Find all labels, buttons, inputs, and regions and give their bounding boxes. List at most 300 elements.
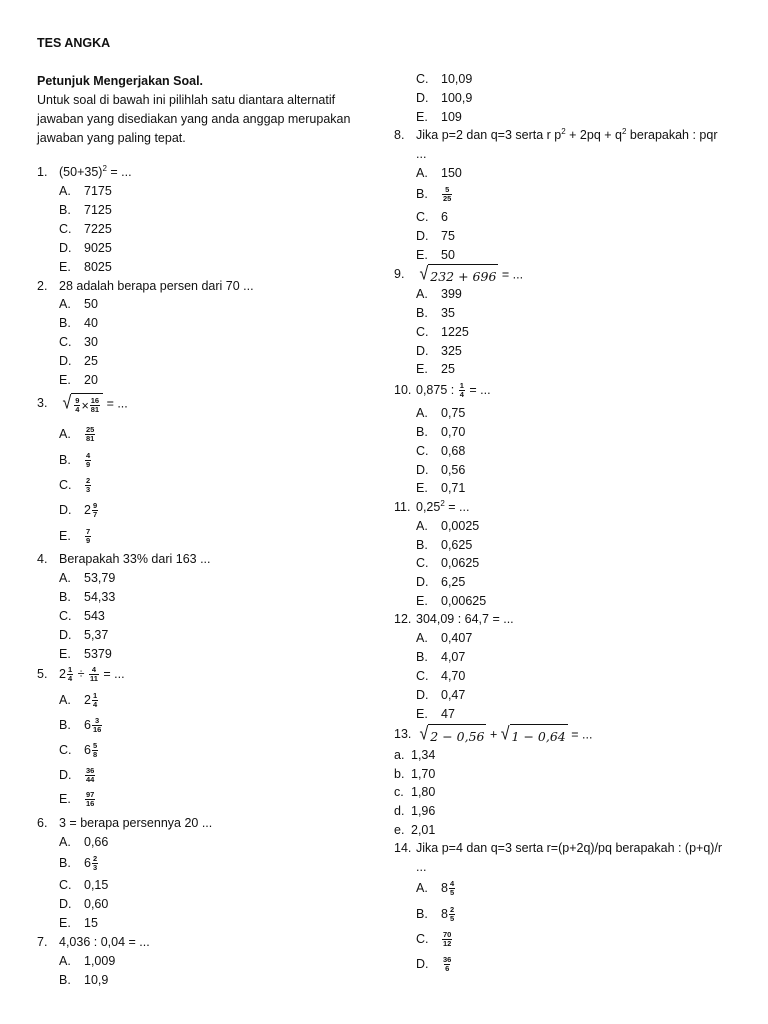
square-root	[501, 724, 568, 746]
fraction	[85, 426, 95, 443]
option-value: 0,56	[441, 463, 466, 477]
instructions-line: Untuk soal di bawah ini pilihlah satu diantara alternatif	[37, 93, 336, 107]
option-value: 0,75	[441, 406, 466, 420]
option-letter: C.	[416, 325, 429, 339]
option-value: 0,0025	[441, 519, 480, 533]
whole-number: 6	[84, 742, 91, 757]
option-letter: D.	[416, 344, 429, 358]
option-letter: D.	[59, 354, 72, 368]
option-letter: C.	[59, 609, 72, 623]
option[interactable]	[416, 594, 486, 608]
numerator: 4	[91, 665, 97, 674]
option-value: 7175	[84, 184, 112, 198]
fraction	[449, 906, 455, 923]
option-value: 50	[441, 248, 455, 262]
option-letter: B.	[59, 717, 71, 732]
numerator: 97	[86, 790, 95, 799]
option-letter: B.	[59, 973, 71, 987]
fraction	[89, 666, 99, 683]
question-continuation: ...	[416, 860, 427, 874]
option-value: 10,09	[441, 72, 473, 86]
fraction	[85, 528, 91, 545]
option-value: 6,25	[441, 575, 466, 589]
fraction	[449, 880, 455, 897]
option[interactable]	[59, 590, 115, 604]
option[interactable]	[416, 538, 472, 552]
denominator: 16	[86, 799, 95, 808]
option-value: 1,80	[411, 785, 436, 799]
option-value: 47	[441, 707, 455, 721]
option-letter: A.	[59, 297, 71, 311]
numerator: 70	[443, 930, 452, 939]
option[interactable]	[416, 406, 465, 420]
radical-sign: √	[62, 393, 72, 414]
option-letter: B.	[416, 306, 428, 320]
radicand: 232 + 696	[428, 264, 498, 286]
option-value: 0,47	[441, 688, 466, 702]
option-value: 35	[441, 306, 455, 320]
fraction	[74, 397, 80, 414]
option-letter: e.	[394, 823, 405, 837]
question-stem: 3 = berapa persennya 20 ...	[59, 816, 213, 830]
option-letter: A.	[59, 692, 71, 707]
radicand	[71, 393, 103, 415]
exponent: 2	[102, 163, 107, 173]
option-letter: E.	[59, 528, 71, 543]
question-number: 1.	[37, 165, 48, 179]
option[interactable]	[59, 426, 96, 443]
question-number: 11.	[394, 500, 411, 514]
option-letter: A.	[416, 880, 428, 895]
option[interactable]	[59, 897, 108, 911]
radical-sign: √	[500, 724, 510, 745]
option[interactable]	[416, 575, 465, 589]
question-tail: = ...	[106, 165, 132, 179]
option-letter: c.	[394, 785, 404, 799]
option-value: 100,9	[441, 91, 473, 105]
option[interactable]	[59, 373, 98, 387]
option[interactable]	[416, 186, 453, 203]
option[interactable]	[416, 688, 465, 702]
square-root	[419, 264, 498, 286]
option[interactable]	[59, 354, 98, 368]
question-2	[37, 279, 254, 293]
numerator: 5	[92, 741, 98, 750]
question-tail: = ...	[99, 666, 125, 681]
option-value: 0,407	[441, 631, 473, 645]
option-letter: a.	[394, 748, 405, 762]
option[interactable]	[59, 609, 105, 623]
option[interactable]	[59, 954, 115, 968]
question-3	[37, 393, 128, 415]
option[interactable]	[416, 556, 479, 570]
option-letter: E.	[416, 248, 428, 262]
option-value: 53,79	[84, 571, 116, 585]
option[interactable]	[416, 425, 465, 439]
numerator: 36	[86, 766, 95, 775]
instructions	[37, 72, 382, 148]
question-number: 13.	[394, 727, 412, 742]
option-letter: E.	[59, 647, 71, 661]
option[interactable]	[416, 306, 455, 320]
option[interactable]	[59, 335, 98, 349]
option-letter: B.	[416, 186, 428, 201]
option-value: 4,70	[441, 669, 466, 683]
option-value: 0,625	[441, 538, 473, 552]
numerator: 9	[92, 501, 98, 510]
denominator: 3	[92, 863, 98, 872]
option-value: 10,9	[84, 973, 109, 987]
instructions-line: jawaban yang disediakan yang anda anggap merupakan	[37, 112, 351, 126]
fraction	[92, 502, 98, 519]
question-tail: = ...	[498, 267, 524, 282]
question-stem: 0,25	[416, 500, 441, 514]
denominator: 3	[86, 485, 91, 494]
question-tail: = ...	[444, 500, 470, 514]
option-value: 1,34	[411, 748, 436, 762]
operator: ÷	[77, 666, 85, 681]
option[interactable]	[416, 287, 462, 301]
option[interactable]	[416, 110, 462, 124]
option-letter: B.	[59, 203, 71, 217]
option[interactable]	[416, 210, 448, 224]
whole-number: 8	[441, 880, 448, 895]
option-letter: C.	[416, 210, 429, 224]
option[interactable]	[416, 362, 455, 376]
exponent: 2	[440, 498, 445, 508]
option-letter: E.	[416, 362, 428, 376]
question-11	[394, 500, 469, 514]
question-tail: = ...	[103, 396, 128, 411]
option[interactable]	[59, 692, 99, 709]
denominator: 5	[449, 914, 455, 923]
option[interactable]	[59, 647, 112, 661]
option[interactable]	[416, 444, 465, 458]
fraction	[442, 956, 452, 973]
option-value: 20	[84, 373, 98, 387]
denominator: 5	[449, 888, 455, 897]
option[interactable]	[59, 260, 112, 274]
option[interactable]	[59, 502, 99, 519]
option-letter: E.	[59, 260, 71, 274]
denominator: 11	[89, 674, 98, 683]
option-letter: C.	[59, 222, 72, 236]
numerator: 9	[75, 396, 80, 405]
option[interactable]	[416, 631, 472, 645]
option-letter: B.	[416, 906, 428, 921]
option-value: 0,00625	[441, 594, 487, 608]
fraction	[85, 477, 91, 494]
numerator: 4	[449, 879, 455, 888]
operator: +	[489, 727, 498, 742]
option-letter: E.	[59, 373, 71, 387]
option[interactable]	[416, 519, 479, 533]
option-letter: B.	[59, 855, 71, 870]
option-letter: E.	[416, 707, 428, 721]
option-letter: C.	[59, 878, 72, 892]
option[interactable]	[394, 767, 435, 781]
option-value: 50	[84, 297, 98, 311]
option-value: 0,0625	[441, 556, 480, 570]
option-letter: C.	[416, 669, 429, 683]
option-letter: B.	[416, 650, 428, 664]
question-tail: berapakah : pqr	[626, 128, 718, 142]
whole-number: 6	[84, 717, 91, 732]
question-stem: 4,036 : 0,04 = ...	[59, 935, 150, 949]
option[interactable]	[59, 742, 99, 759]
question-stem: Jika p=4 dan q=3 serta r=(p+2q)/pq berapakah : (p+q)/r	[416, 841, 723, 855]
question-continuation: ...	[416, 147, 427, 161]
option-value: 6	[441, 210, 448, 224]
numerator: 25	[86, 425, 95, 434]
denominator: 4	[92, 700, 98, 709]
option-letter: B.	[416, 538, 428, 552]
option[interactable]	[416, 248, 455, 262]
option[interactable]	[416, 91, 472, 105]
denominator: 8	[92, 750, 98, 759]
page-title: TES ANGKA	[37, 36, 111, 50]
option-value: 109	[441, 110, 462, 124]
option-letter: D.	[416, 91, 429, 105]
question-number: 6.	[37, 816, 48, 830]
numerator: 4	[86, 451, 91, 460]
option[interactable]	[59, 297, 98, 311]
option-value: 325	[441, 344, 462, 358]
numerator: 1	[92, 691, 98, 700]
option[interactable]	[416, 166, 462, 180]
denominator: 16	[92, 725, 102, 734]
option[interactable]	[59, 571, 115, 585]
option-letter: D.	[59, 767, 72, 782]
denominator: 4	[75, 405, 80, 414]
option-value: 7225	[84, 222, 112, 236]
question-8	[394, 128, 718, 142]
instructions-line: jawaban yang paling tepat.	[37, 131, 186, 145]
option[interactable]	[59, 452, 92, 469]
question-stem: 28 adalah berapa persen dari 70 ...	[59, 279, 254, 293]
question-7	[37, 935, 150, 949]
numerator: 1	[67, 665, 73, 674]
option[interactable]	[416, 463, 465, 477]
fraction	[85, 452, 91, 469]
denominator: 6	[445, 964, 450, 973]
option[interactable]	[59, 835, 108, 849]
option-letter: D.	[416, 956, 429, 971]
fraction	[442, 931, 452, 948]
denominator: 81	[90, 405, 100, 414]
numerator: 16	[90, 396, 100, 405]
option-value: 0,71	[441, 481, 466, 495]
option-value: 4,07	[441, 650, 466, 664]
question-number: 3.	[37, 396, 48, 411]
question-4	[37, 552, 211, 566]
option[interactable]	[416, 906, 456, 923]
option[interactable]	[59, 717, 103, 734]
option-letter: C.	[416, 931, 429, 946]
option-letter: C.	[416, 556, 429, 570]
option[interactable]	[59, 791, 96, 808]
option[interactable]	[416, 669, 465, 683]
option-letter: D.	[59, 502, 72, 517]
option[interactable]	[394, 823, 435, 837]
question-stem-mid: + 2pq + q	[565, 128, 622, 142]
option[interactable]	[59, 916, 98, 930]
radicand: 2 − 0,56	[428, 724, 486, 746]
fraction	[92, 855, 98, 872]
option[interactable]	[59, 203, 112, 217]
fraction	[85, 791, 95, 808]
option-value: 15	[84, 916, 98, 930]
option-value: 2,01	[411, 823, 436, 837]
option-value: 40	[84, 316, 98, 330]
question-stem: Berapakah 33% dari 163 ...	[59, 552, 211, 566]
whole-number: 6	[84, 855, 91, 870]
instructions-heading: Petunjuk Mengerjakan Soal.	[37, 74, 204, 88]
denominator: 7	[92, 510, 98, 519]
option-letter: E.	[59, 916, 71, 930]
question-number: 4.	[37, 552, 48, 566]
option[interactable]	[59, 528, 92, 545]
option[interactable]	[59, 477, 92, 494]
option-letter: A.	[416, 287, 428, 301]
option-value: 54,33	[84, 590, 116, 604]
option[interactable]	[59, 222, 112, 236]
fraction	[90, 397, 100, 414]
option[interactable]	[416, 481, 465, 495]
option[interactable]	[416, 229, 455, 243]
option-value: 25	[84, 354, 98, 368]
option[interactable]	[59, 855, 99, 872]
option[interactable]	[416, 650, 465, 664]
denominator: 4	[459, 390, 464, 399]
option-letter: C.	[59, 477, 72, 492]
option[interactable]	[59, 184, 112, 198]
fraction	[459, 382, 465, 399]
option[interactable]	[59, 878, 108, 892]
option-value: 399	[441, 287, 462, 301]
option[interactable]	[394, 804, 435, 818]
square-root	[419, 724, 486, 746]
option[interactable]	[416, 325, 469, 339]
option[interactable]	[59, 628, 108, 642]
option-letter: A.	[416, 406, 428, 420]
numerator: 1	[459, 381, 464, 390]
option-letter: D.	[416, 688, 429, 702]
question-number: 14.	[394, 841, 412, 855]
option-letter: B.	[59, 590, 71, 604]
option-letter: A.	[416, 631, 428, 645]
option[interactable]	[416, 931, 453, 948]
option-value: 7125	[84, 203, 112, 217]
option-value: 1,009	[84, 954, 116, 968]
whole-number: 2	[84, 502, 91, 517]
question-stem: 0,875 :	[416, 382, 458, 397]
option[interactable]	[394, 748, 435, 762]
question-number: 10.	[394, 382, 412, 397]
option-value: 150	[441, 166, 462, 180]
fraction	[92, 717, 102, 734]
option[interactable]	[59, 767, 96, 784]
question-stem: Jika p=2 dan q=3 serta r p	[416, 128, 562, 142]
operator: ×	[81, 398, 89, 413]
question-6	[37, 816, 212, 830]
question-number: 12.	[394, 612, 412, 626]
option-letter: A.	[416, 166, 428, 180]
option-value: 0,15	[84, 878, 109, 892]
fraction	[85, 767, 95, 784]
question-10	[394, 382, 491, 399]
option-value: 543	[84, 609, 105, 623]
question-1	[37, 165, 132, 179]
option-letter: D.	[416, 229, 429, 243]
option-letter: A.	[59, 954, 71, 968]
radical-sign: √	[419, 724, 429, 745]
option-letter: E.	[416, 110, 428, 124]
option[interactable]	[416, 344, 462, 358]
option-value: 9025	[84, 241, 112, 255]
option-letter: A.	[59, 571, 71, 585]
option-letter: D.	[59, 628, 72, 642]
fraction	[67, 666, 73, 683]
option-value: 1225	[441, 325, 469, 339]
option[interactable]	[59, 241, 112, 255]
denominator: 12	[443, 939, 452, 948]
option-value: 1,70	[411, 767, 436, 781]
square-root	[62, 393, 103, 415]
option-value: 0,70	[441, 425, 466, 439]
fraction	[442, 186, 452, 203]
numerator: 5	[445, 185, 450, 194]
option-letter: D.	[416, 575, 429, 589]
option-letter: d.	[394, 804, 405, 818]
option-value: 1,96	[411, 804, 436, 818]
option-letter: A.	[59, 835, 71, 849]
radical-sign: √	[419, 264, 429, 285]
option[interactable]	[416, 707, 455, 721]
option[interactable]	[59, 316, 98, 330]
option-letter: B.	[59, 316, 71, 330]
option[interactable]	[59, 973, 108, 987]
fraction	[92, 692, 98, 709]
whole-number: 2	[59, 666, 66, 681]
option[interactable]	[416, 72, 472, 86]
option-value: 0,68	[441, 444, 466, 458]
question-12	[394, 612, 514, 626]
option[interactable]	[416, 880, 456, 897]
option-letter: b.	[394, 767, 405, 781]
option-letter: E.	[59, 791, 71, 806]
exponent: 2	[561, 126, 566, 136]
option-value: 25	[441, 362, 455, 376]
option-letter: A.	[416, 519, 428, 533]
option-letter: B.	[416, 425, 428, 439]
option-letter: C.	[59, 742, 72, 757]
option[interactable]	[416, 956, 453, 973]
option[interactable]	[394, 785, 435, 799]
option-value: 8025	[84, 260, 112, 274]
denominator: 81	[86, 434, 95, 443]
question-stem: 304,09 : 64,7 = ...	[416, 612, 514, 626]
numerator: 2	[449, 905, 455, 914]
exponent: 2	[622, 126, 627, 136]
question-9	[394, 264, 523, 286]
question-number: 5.	[37, 666, 48, 681]
option-letter: E.	[416, 594, 428, 608]
option-value: 5,37	[84, 628, 109, 642]
whole-number: 8	[441, 906, 448, 921]
option-letter: D.	[59, 241, 72, 255]
denominator: 9	[86, 536, 91, 545]
